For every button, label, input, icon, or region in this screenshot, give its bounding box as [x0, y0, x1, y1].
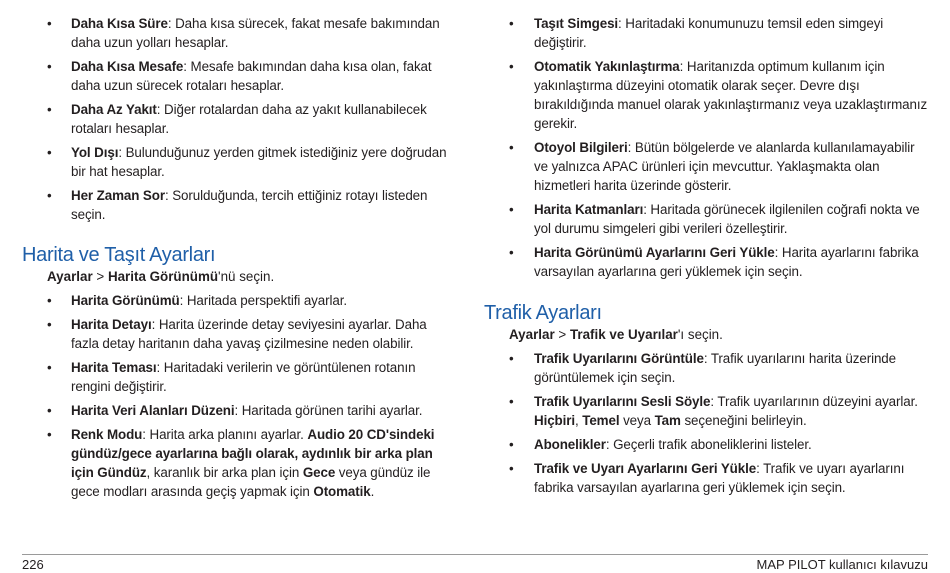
bullet: •	[509, 351, 514, 366]
list-item	[22, 425, 458, 501]
item-term: Harita Görünümü	[71, 293, 180, 308]
item-term: Harita Teması	[71, 360, 157, 375]
list-item	[484, 435, 928, 454]
bullet: •	[47, 145, 52, 160]
path-part: Trafik ve Uyarılar	[569, 327, 678, 342]
list-item	[22, 186, 458, 224]
item-desc: : Haritada görünen tarihi ayarlar.	[234, 403, 423, 418]
bullet: •	[509, 16, 514, 31]
item-term: Daha Kısa Süre	[71, 16, 168, 31]
bullet: •	[47, 188, 52, 203]
item-emphasis: Audio 20 CD'sindeki gündüz/gece ayarlarına bağlı olarak, aydınlık bir arka plan için Gündüz	[71, 427, 435, 480]
path-suffix: 'nü seçin.	[218, 269, 275, 284]
route-options-list	[22, 14, 458, 224]
bullet: •	[47, 360, 52, 375]
path-separator: >	[554, 327, 570, 342]
item-term: Otoyol Bilgileri	[534, 140, 628, 155]
item-term: Harita Görünümü Ayarlarını Geri Yükle	[534, 245, 775, 260]
bullet: •	[47, 16, 52, 31]
item-desc: : Trafik ve uyarı ayarlarını fabrika varsayılan ayarlarına geri yüklemek için seçin.	[534, 461, 905, 495]
traffic-settings-list	[484, 349, 928, 497]
list-item	[22, 100, 458, 138]
list-item	[484, 57, 928, 133]
item-desc: : Daha kısa sürecek, fakat mesafe bakımından daha uzun yolları hesaplar.	[71, 16, 440, 50]
bullet: •	[47, 102, 52, 117]
item-desc: : Geçerli trafik aboneliklerini listeler.	[605, 437, 812, 452]
path-separator: >	[92, 269, 108, 284]
item-term: Renk Modu	[71, 427, 143, 442]
page-number: 226	[22, 557, 44, 572]
path-part: Ayarlar	[47, 269, 93, 284]
list-item	[484, 14, 928, 52]
item-desc: : Sorulduğunda, tercih ettiğiniz rotayı listeden seçin.	[71, 188, 428, 222]
item-emphasis: Hiçbiri	[534, 413, 575, 428]
manual-title: MAP PILOT kullanıcı kılavuzu	[756, 557, 928, 572]
bullet: •	[47, 317, 52, 332]
list-item	[484, 138, 928, 195]
path-part: Harita Görünümü	[107, 269, 219, 284]
item-term: Daha Kısa Mesafe	[71, 59, 184, 74]
item-term: Otomatik Yakınlaştırma	[534, 59, 680, 74]
section-title-traffic: Trafik Ayarları	[484, 302, 602, 324]
bullet: •	[509, 437, 514, 452]
bullet: •	[509, 59, 514, 74]
bullet: •	[47, 293, 52, 308]
item-desc: : Haritada perspektifi ayarlar.	[179, 293, 347, 308]
vehicle-settings-list	[484, 14, 928, 281]
item-desc: : Mesafe bakımından daha kısa olan, fakat daha uzun sürecek rotaları hesaplar.	[71, 59, 432, 93]
item-emphasis: Temel	[582, 413, 620, 428]
map-settings-list	[22, 291, 458, 501]
item-term: Taşıt Simgesi	[534, 16, 619, 31]
right-column	[484, 14, 928, 502]
item-desc: ,	[574, 413, 583, 428]
list-item	[22, 143, 458, 181]
item-term: Daha Az Yakıt	[71, 102, 157, 117]
bullet: •	[509, 461, 514, 476]
item-term: Trafik Uyarılarını Görüntüle	[534, 351, 704, 366]
menu-path	[47, 267, 458, 286]
item-desc: veya	[619, 413, 655, 428]
footer-divider	[22, 554, 928, 555]
list-item	[484, 392, 928, 430]
bullet: •	[509, 140, 514, 155]
list-item	[484, 459, 928, 497]
bullet: •	[47, 403, 52, 418]
item-term: Trafik Uyarılarını Sesli Söyle	[534, 394, 711, 409]
bullet: •	[509, 202, 514, 217]
item-desc: : Haritada görünecek ilgilenilen coğrafi nokta ve yol durumu simgeleri gibi verileri özelleştirir.	[534, 202, 920, 236]
item-term: Harita Detayı	[71, 317, 152, 332]
item-desc: .	[370, 484, 375, 499]
item-desc: : Haritadaki verilerin ve görüntülenen rotanın rengini değiştirir.	[71, 360, 416, 394]
item-emphasis: Tam	[654, 413, 681, 428]
item-term: Trafik ve Uyarı Ayarlarını Geri Yükle	[534, 461, 757, 476]
list-item	[22, 291, 458, 310]
list-item	[484, 243, 928, 281]
item-desc: : Trafik uyarılarını harita üzerinde görüntülemek için seçin.	[534, 351, 896, 385]
item-desc: : Harita arka planını ayarlar.	[142, 427, 308, 442]
item-desc: : Haritanızda optimum kullanım için yakınlaştırma düzeyini otomatik olarak seçer. Devre dışı bırakıldığında manuel olarak yakınlaştırmanız veya uzaklaştırmanız gerekir.	[534, 59, 928, 131]
path-suffix: 'ı seçin.	[677, 327, 723, 342]
item-desc: : Trafik uyarılarının düzeyini ayarlar.	[710, 394, 918, 409]
item-term: Her Zaman Sor	[71, 188, 165, 203]
item-desc: : Bütün bölgelerde ve alanlarda kullanılamayabilir ve yalnızca APAC ürünleri için mevcuttur. Yaklaşmakta olan hizmetleri harita üzerinde gösterir.	[534, 140, 915, 193]
list-item	[484, 349, 928, 387]
list-item	[22, 14, 458, 52]
item-desc: , karanlık bir arka plan için	[146, 465, 303, 480]
list-item	[484, 200, 928, 238]
item-term: Yol Dışı	[71, 145, 119, 160]
list-item	[22, 358, 458, 396]
item-desc: : Haritadaki konumunuzu temsil eden simgeyi değiştirir.	[534, 16, 884, 50]
list-item	[22, 315, 458, 353]
item-term: Harita Katmanları	[534, 202, 644, 217]
section-title-map-vehicle: Harita ve Taşıt Ayarları	[22, 244, 216, 266]
item-desc: : Harita ayarlarını fabrika varsayılan ayarlarına geri yüklemek için seçin.	[534, 245, 919, 279]
left-column	[22, 14, 458, 506]
bullet: •	[47, 59, 52, 74]
menu-path	[509, 325, 928, 344]
bullet: •	[509, 394, 514, 409]
list-item	[22, 401, 458, 420]
bullet: •	[509, 245, 514, 260]
path-part: Ayarlar	[509, 327, 555, 342]
list-item	[22, 57, 458, 95]
item-term: Abonelikler	[534, 437, 606, 452]
item-desc: : Harita üzerinde detay seviyesini ayarlar. Daha fazla detay haritanın daha yavaş çizilmesine neden olabilir.	[71, 317, 427, 351]
item-desc: : Bulunduğunuz yerden gitmek istediğiniz yere doğrudan bir hat hesaplar.	[71, 145, 447, 179]
item-desc: veya gündüz ile gece modları arasında geçiş yapmak için	[71, 465, 431, 499]
item-desc: seçeneğini belirleyin.	[680, 413, 807, 428]
bullet: •	[47, 427, 52, 442]
item-desc: : Diğer rotalardan daha az yakıt kullanabilecek rotaları hesaplar.	[71, 102, 427, 136]
item-term: Harita Veri Alanları Düzeni	[71, 403, 235, 418]
item-emphasis: Otomatik	[313, 484, 371, 499]
item-emphasis: Gece	[302, 465, 336, 480]
